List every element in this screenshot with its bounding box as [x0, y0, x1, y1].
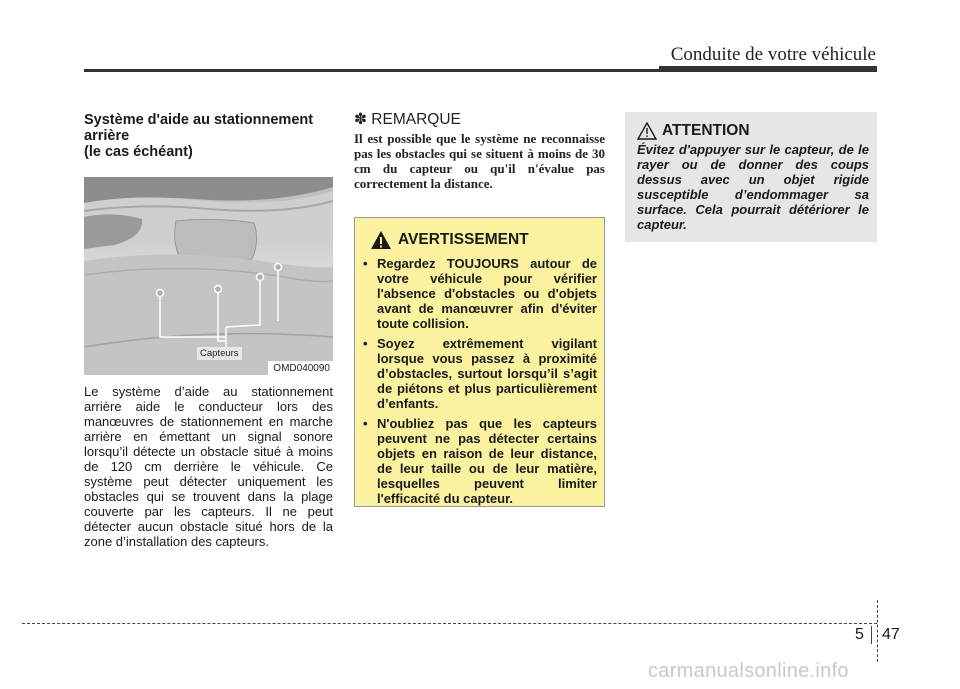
chapter-number: 5	[855, 626, 864, 643]
attention-body: Évitez d'appuyer sur le capteur, de le rayer ou de donner des coups dessus avec un objet rigide susceptible d’endommager sa surface. Cela pourrait détériorer le capteur.	[637, 142, 869, 232]
section-title-line3: (le cas échéant)	[84, 144, 193, 160]
warning-item-text: Regardez TOUJOURS autour de votre véhicule pour vérifier l'absence d'obstacles ou d'objets avant de manœuvrer afin d'éviter toute collision.	[377, 256, 597, 331]
bullet: •	[363, 336, 368, 351]
note-body: Il est possible que le système ne reconnaisse pas les obstacles qui se situent à moins de 30 cm du capteur ou qu'il n'évalue pas correctement la distance.	[354, 131, 605, 191]
section-title-line2: arrière	[84, 128, 130, 144]
car-rear-illustration	[84, 177, 333, 375]
section-title	[84, 112, 333, 160]
section-body: Le système d’aide au stationnement arrière aide le conducteur lors des manœuvres de stationnement en marche arrière en émettant un signal sonore lorsqu’il détecte un obstacle situé à moins de 120 cm derrière le véhicule. Ce système peut détecter uniquement les obstacles qui se trouvent dans la plage couverte par les capteurs. Il ne peut détecter aucun obstacle situé hors de la zone d’installation des capteurs.	[84, 384, 333, 549]
note-title: ✽ REMARQUE	[354, 111, 461, 128]
section-title-line1: Système d'aide au stationnement	[84, 112, 314, 128]
bullet: •	[363, 416, 368, 431]
sensor-1	[157, 290, 164, 297]
warning-title: AVERTISSEMENT	[398, 231, 529, 248]
rear-bumper-figure	[84, 177, 333, 375]
warning-item-text: N'oubliez pas que les capteurs peuvent ne pas détecter certains objets en raison de leur distance, de leur taille ou de leur matière, lesquelles peuvent limiter l'efficacité du capteur.	[377, 416, 597, 506]
header-rule	[84, 69, 659, 72]
warning-header	[370, 230, 597, 250]
sensor-3	[257, 274, 264, 281]
warning-box	[354, 217, 605, 507]
caution-triangle-icon	[637, 122, 657, 140]
sensor-4	[275, 264, 282, 271]
watermark: carmanualsonline.info	[648, 660, 849, 682]
figure-label: Capteurs	[197, 347, 242, 360]
header-title: Conduite de votre véhicule	[670, 44, 876, 65]
footer-vertical-rule	[877, 600, 878, 662]
note-column	[354, 110, 605, 191]
section-column	[84, 112, 333, 549]
page-number: 47	[882, 626, 900, 643]
warning-item	[363, 416, 597, 506]
warning-item	[363, 256, 597, 331]
sensor-2	[215, 286, 222, 293]
figure-code: OMD040090	[268, 361, 333, 375]
header-rule-thick	[659, 66, 877, 72]
bullet: •	[363, 256, 368, 271]
footer-rule	[22, 623, 877, 624]
warning-triangle-icon	[370, 230, 392, 250]
warning-item	[363, 336, 597, 411]
warning-list	[363, 256, 597, 506]
page-separator	[871, 626, 872, 644]
attention-box	[625, 112, 877, 242]
attention-title: ATTENTION	[662, 122, 750, 139]
attention-header	[637, 122, 869, 140]
warning-item-text: Soyez extrêmement vigilant lorsque vous passez à proximité d’obstacles, surtout lorsqu’il s’agit de piétons et plus particulièrement d’enfants.	[377, 336, 597, 411]
